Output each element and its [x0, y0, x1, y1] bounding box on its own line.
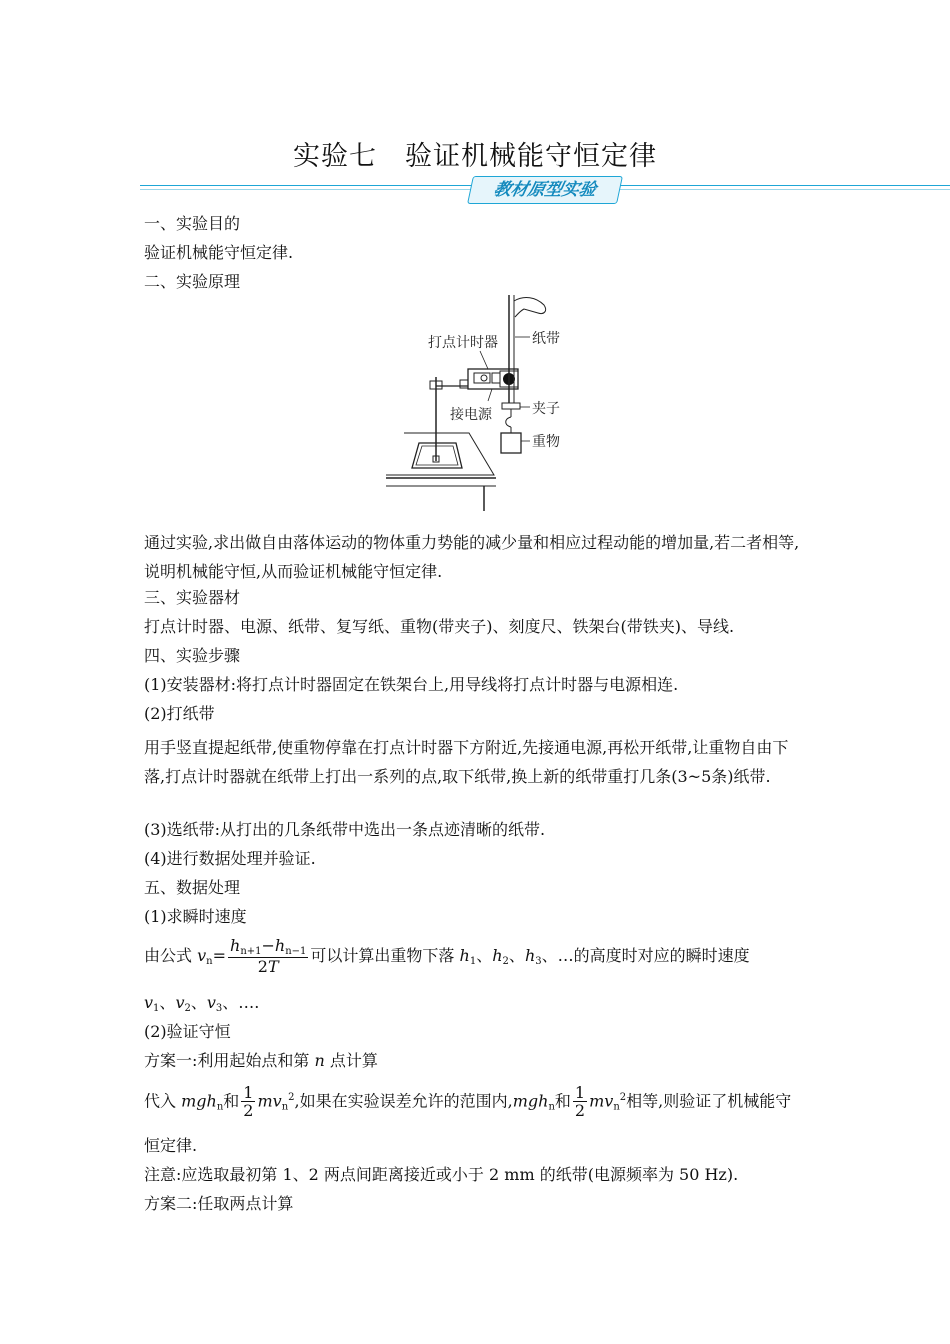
- note-text: 注意:应选取最初第 1、2 两点间距离接近或小于 2 mm 的纸带(电源频率为 50 Hz).: [144, 1165, 739, 1184]
- equipment-text: 打点计时器、电源、纸带、复写纸、重物(带夹子)、刻度尺、铁架台(带铁夹)、导线.: [144, 617, 735, 636]
- formula-suffix: 可以计算出重物下落: [310, 946, 455, 965]
- velocity-list: $v_1$、$v_2$、$v_3$、….: [144, 993, 260, 1014]
- step-2-text: 用手竖直提起纸带,使重物停靠在打点计时器下方附近,先接通电源,再松开纸带,让重物自由下落,打点计时器就在纸带上打出一系列的点,取下纸带,换上新的纸带重打几条(3~5条)纸带.: [144, 738, 789, 786]
- apparatus-diagram: [384, 293, 584, 513]
- plan-1-title: 方案一:利用起始点和第 n 点计算: [144, 1051, 378, 1070]
- step-4: (4)进行数据处理并验证.: [144, 849, 316, 868]
- plan-2-title: 方案二:任取两点计算: [144, 1194, 294, 1213]
- label-tape: 纸带: [532, 331, 560, 347]
- heading-steps: 四、实验步骤: [144, 646, 241, 665]
- data-1-title: (1)求瞬时速度: [144, 907, 247, 926]
- banner-tag: 教材原型实验: [467, 176, 623, 204]
- label-weight: 重物: [532, 434, 560, 450]
- energy-comparison-line: 代入 mgh$_n$和 $\frac{1}{2}$ $mv_n^2$,如果在实验误差允许的范围内,mgh$_n$和 $\frac{1}{2}$ $mv_n^2$相等,则验证了机械能守: [144, 1082, 792, 1121]
- formula-tail: 的高度时对应的瞬时速度: [573, 946, 750, 965]
- apparatus-figure: [384, 293, 584, 513]
- formula-prefix: 由公式: [144, 946, 193, 965]
- page-title: 实验七 验证机械能守恒定律: [293, 141, 657, 172]
- heading-equipment: 三、实验器材: [144, 588, 241, 607]
- step-2-title: (2)打纸带: [144, 704, 215, 723]
- data-2-title: (2)验证守恒: [144, 1022, 231, 1041]
- heading-purpose: 一、实验目的: [144, 214, 241, 233]
- velocity-formula-line: 由公式 $v_n=$ $\frac{h_{n+1}-h_{n-1}}{2T}$ 可以计算出重物下落 $h_1$、$h_2$、$h_3$、…的高度时对应的瞬时速度: [144, 936, 750, 977]
- step-3: (3)选纸带:从打出的几条纸带中选出一条点迹清晰的纸带.: [144, 820, 546, 839]
- step-1: (1)安装器材:将打点计时器固定在铁架台上,用导线将打点计时器与电源相连.: [144, 675, 679, 694]
- label-timer: 打点计时器: [428, 335, 498, 351]
- section-banner: [140, 176, 950, 206]
- velocity-fraction: $\frac{h_{n+1}-h_{n-1}}{2T}$: [230, 936, 307, 977]
- label-power: 接电源: [450, 407, 492, 423]
- energy-comparison-end: 恒定律.: [144, 1136, 198, 1155]
- heading-principle: 二、实验原理: [144, 272, 241, 291]
- purpose-text: 验证机械能守恒定律.: [144, 243, 294, 262]
- principle-text: 通过实验,求出做自由落体运动的物体重力势能的减少量和相应过程动能的增加量,若二者相等,说明机械能守恒,从而验证机械能守恒定律.: [144, 533, 800, 581]
- heading-data: 五、数据处理: [144, 878, 241, 897]
- label-clip: 夹子: [532, 401, 560, 417]
